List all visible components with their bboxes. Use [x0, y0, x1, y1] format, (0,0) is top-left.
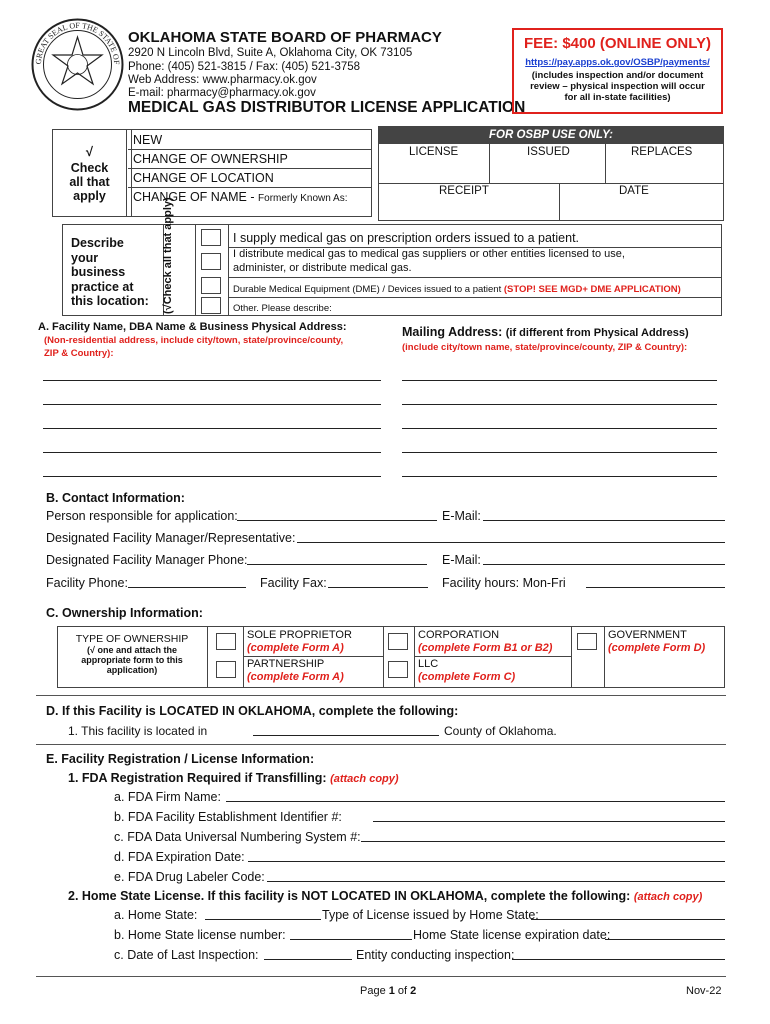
- person-responsible-label: Person responsible for application:: [46, 509, 238, 523]
- page-total: 2: [410, 985, 417, 997]
- state-seal: [30, 17, 125, 112]
- application-type-new[interactable]: [133, 133, 162, 147]
- section-d-title: D. If this Facility is LOCATED IN OKLAHOMA, complete the following:: [46, 704, 459, 718]
- page-current: 1: [388, 985, 395, 997]
- fda-establishment-field[interactable]: [373, 809, 725, 822]
- manager-phone-label: Designated Facility Manager Phone:: [46, 553, 248, 567]
- partnership-label: PARTNERSHIP: [247, 658, 325, 670]
- home-state-title: [68, 889, 702, 903]
- email-label: E-Mail:: [442, 509, 481, 523]
- sole-form: (complete Form A): [247, 642, 344, 654]
- practice-checkbox-4[interactable]: [201, 297, 221, 314]
- practice-label-1: Describe: [71, 236, 124, 250]
- form-title: MEDICAL GAS DISTRIBUTOR LICENSE APPLICATION: [128, 99, 526, 116]
- fda-labeler-label: e. FDA Drug Labeler Code:: [114, 870, 265, 884]
- practice-label-3: business: [71, 265, 126, 279]
- application-type-change-ownership[interactable]: [133, 152, 288, 166]
- expiration-date-field[interactable]: [605, 927, 725, 940]
- partnership-checkbox[interactable]: [216, 661, 236, 678]
- llc-form: (complete Form C): [418, 671, 516, 683]
- practice-label-5: this location:: [71, 294, 149, 308]
- mailing-address-line-5[interactable]: [402, 476, 717, 477]
- mailing-paren: (if different from Physical Address): [505, 327, 689, 339]
- practice-checkbox-2[interactable]: [201, 253, 221, 270]
- sole-proprietor-label: SOLE PROPRIETOR: [247, 629, 352, 641]
- section-a-title: A. Facility Name, DBA Name & Business Physical Address:: [38, 321, 347, 333]
- fda-attach: (attach copy): [330, 773, 399, 785]
- check-mark: √: [85, 144, 94, 159]
- check-label-3: apply: [73, 189, 106, 203]
- practice-option-2a: I distribute medical gas to medical gas suppliers or other entities licensed to use,: [233, 248, 625, 260]
- manager-label: Designated Facility Manager/Representative:: [46, 531, 296, 545]
- oklahoma-county-field[interactable]: [253, 723, 439, 736]
- fda-firm-name-field[interactable]: [226, 789, 725, 802]
- facility-phone-label: Facility Phone:: [46, 576, 128, 590]
- facility-fax-label: Facility Fax:: [260, 576, 327, 590]
- fda-establishment-label: b. FDA Facility Establishment Identifier #:: [114, 810, 342, 824]
- fda-firm-name-label: a. FDA Firm Name:: [114, 790, 221, 804]
- osbp-receipt: RECEIPT: [439, 185, 489, 197]
- page-pre: Page: [360, 985, 389, 997]
- fda-duns-label: c. FDA Data Universal Numbering System #:: [114, 830, 361, 844]
- fee-url[interactable]: https://pay.apps.ok.gov/OSBP/payments/: [525, 57, 710, 68]
- section-b-title: B. Contact Information:: [46, 491, 185, 505]
- dme-warning: (STOP! SEE MGD+ DME APPLICATION): [503, 284, 681, 295]
- fda-duns-field[interactable]: [361, 829, 725, 842]
- section-d-item: 1. This facility is located in: [68, 724, 208, 738]
- gov-form: (complete Form D): [608, 642, 706, 654]
- osbp-issued: ISSUED: [527, 146, 570, 158]
- government-label: GOVERNMENT: [608, 629, 687, 641]
- fee-note-3: for all in-state facilities): [564, 92, 671, 103]
- county-label: County of Oklahoma.: [444, 724, 557, 738]
- org-email: E-mail: pharmacy@pharmacy.ok.gov: [128, 87, 316, 99]
- fee-note-2: review – physical inspection will occur: [530, 81, 705, 92]
- last-inspection-label: c. Date of Last Inspection:: [114, 948, 259, 962]
- org-address: 2920 N Lincoln Blvd, Suite A, Oklahoma City, OK 73105: [128, 47, 413, 59]
- facility-hours-label: Facility hours: Mon-Fri: [442, 576, 566, 590]
- mailing-address-line-4[interactable]: [402, 452, 717, 453]
- section-a-note-1: (Non-residential address, include city/town, state/province/county,: [44, 335, 344, 346]
- practice-label-4: practice at: [71, 279, 134, 294]
- government-checkbox[interactable]: [577, 633, 597, 650]
- practice-vertical-label: (√Check all that apply): [162, 197, 174, 314]
- home-state-label: a. Home State:: [114, 908, 198, 922]
- entity-field[interactable]: [512, 947, 725, 960]
- home-state-field[interactable]: [205, 907, 321, 920]
- org-name: OKLAHOMA STATE BOARD OF PHARMACY: [128, 29, 442, 46]
- practice-checkbox-1[interactable]: [201, 229, 221, 246]
- osbp-license: LICENSE: [409, 146, 459, 158]
- option-label: CHANGE OF OWNERSHIP: [133, 152, 288, 166]
- page-of: of: [394, 985, 411, 997]
- license-number-label: b. Home State license number:: [114, 928, 286, 942]
- option-label: CHANGE OF LOCATION: [133, 171, 274, 185]
- government-option: [608, 629, 705, 655]
- ownership-note-1: (√ one and attach the: [87, 645, 177, 655]
- corp-form: (complete Form B1 or B2): [418, 642, 553, 654]
- corporation-checkbox[interactable]: [388, 633, 408, 650]
- home-state-title-text: 2. Home State License. If this facility is NOT LOCATED IN OKLAHOMA, complete the following:: [68, 889, 631, 903]
- application-type-box: [52, 129, 372, 217]
- manager-phone-field[interactable]: [247, 552, 427, 565]
- email2-field[interactable]: [483, 552, 725, 565]
- practice-checkbox-3[interactable]: [201, 277, 221, 294]
- practice-label: [71, 236, 149, 309]
- email2-label: E-Mail:: [442, 553, 481, 567]
- last-inspection-field[interactable]: [264, 947, 352, 960]
- formerly-known-as: Formerly Known As:: [258, 193, 348, 204]
- practice-option-4: Other. Please describe:: [233, 303, 332, 314]
- org-web: Web Address: www.pharmacy.ok.gov: [128, 74, 317, 86]
- facility-fax-field[interactable]: [328, 575, 428, 588]
- ownership-type-cell: [58, 627, 206, 687]
- fee-note-1: (includes inspection and/or document: [531, 70, 704, 81]
- osbp-title: FOR OSBP USE ONLY:: [379, 127, 723, 144]
- sole-proprietor-option: [247, 629, 352, 655]
- license-type-label: Type of License issued by Home State:: [322, 908, 539, 922]
- fda-title-text: 1. FDA Registration Required if Transfilling:: [68, 771, 327, 785]
- org-phone: Phone: (405) 521-3815 / Fax: (405) 521-3758: [128, 61, 361, 73]
- email-field[interactable]: [483, 508, 725, 521]
- practice-option-2b: administer, or distribute medical gas.: [233, 262, 412, 274]
- check-label-cell: [53, 130, 127, 216]
- physical-address-line-1[interactable]: [43, 380, 381, 381]
- manager-field[interactable]: [297, 530, 725, 543]
- revision-date: Nov-22: [686, 985, 722, 997]
- home-attach: (attach copy): [633, 891, 703, 903]
- ownership-note-3: application): [106, 665, 158, 675]
- license-type-field[interactable]: [531, 907, 725, 920]
- llc-checkbox[interactable]: [388, 661, 408, 678]
- ownership-type-label: TYPE OF OWNERSHIP: [75, 633, 189, 645]
- partnership-option: [247, 658, 344, 684]
- practice-option-3: [233, 284, 681, 295]
- physical-address-line-4[interactable]: [43, 452, 381, 453]
- physical-address-line-2[interactable]: [43, 404, 381, 405]
- option-label: NEW: [133, 133, 163, 147]
- fda-labeler-field[interactable]: [267, 869, 725, 882]
- person-responsible-field[interactable]: [237, 508, 437, 521]
- mailing-note: (include city/town name, state/province/county, ZIP & Country):: [402, 342, 688, 353]
- partner-form: (complete Form A): [247, 671, 344, 683]
- application-type-change-location[interactable]: [133, 171, 274, 185]
- sole-proprietor-checkbox[interactable]: [216, 633, 236, 650]
- section-a-note-2: ZIP & Country):: [44, 348, 114, 359]
- license-number-field[interactable]: [290, 927, 412, 940]
- mailing-address-line-1[interactable]: [402, 380, 717, 381]
- ownership-note-2: appropriate form to this: [81, 655, 183, 665]
- mailing-title: [402, 325, 689, 339]
- option-label: CHANGE OF NAME -: [133, 190, 255, 204]
- llc-label: LLC: [418, 658, 439, 670]
- fda-expiration-label: d. FDA Expiration Date:: [114, 850, 245, 864]
- check-label-2: all that: [69, 175, 110, 189]
- osbp-replaces: REPLACES: [631, 146, 693, 158]
- page-number: [360, 985, 416, 997]
- mailing-address-line-2[interactable]: [402, 404, 717, 405]
- mailing-label: Mailing Address:: [402, 325, 503, 339]
- expiration-date-label: Home State license expiration date:: [413, 928, 611, 942]
- fee-box: [512, 28, 723, 114]
- fda-expiration-field[interactable]: [248, 849, 725, 862]
- facility-hours-field[interactable]: [586, 575, 725, 588]
- osbp-date: DATE: [619, 185, 649, 197]
- fee-title: FEE: $400 (ONLINE ONLY): [524, 35, 711, 52]
- ownership-box: [57, 626, 725, 688]
- practice-option-1: I supply medical gas on prescription orders issued to a patient.: [233, 231, 580, 245]
- fda-title: [68, 771, 399, 785]
- corporation-label: CORPORATION: [418, 629, 500, 641]
- seal-text: GREAT SEAL OF THE STATE OF: [33, 20, 122, 65]
- check-label-1: Check: [70, 161, 109, 175]
- mailing-address-line-3[interactable]: [402, 428, 717, 429]
- osbp-use-box: [378, 126, 724, 221]
- practice-option-3-text: Durable Medical Equipment (DME) / Devices issued to a patient: [233, 284, 502, 295]
- physical-address-line-3[interactable]: [43, 428, 381, 429]
- section-e-title: E. Facility Registration / License Information:: [46, 752, 315, 766]
- llc-option: [418, 658, 515, 684]
- corporation-option: [418, 629, 552, 655]
- facility-phone-field[interactable]: [128, 575, 246, 588]
- entity-label: Entity conducting inspection:: [356, 948, 515, 962]
- practice-label-2: your: [71, 250, 99, 265]
- section-c-title: C. Ownership Information:: [46, 606, 203, 620]
- physical-address-line-5[interactable]: [43, 476, 381, 477]
